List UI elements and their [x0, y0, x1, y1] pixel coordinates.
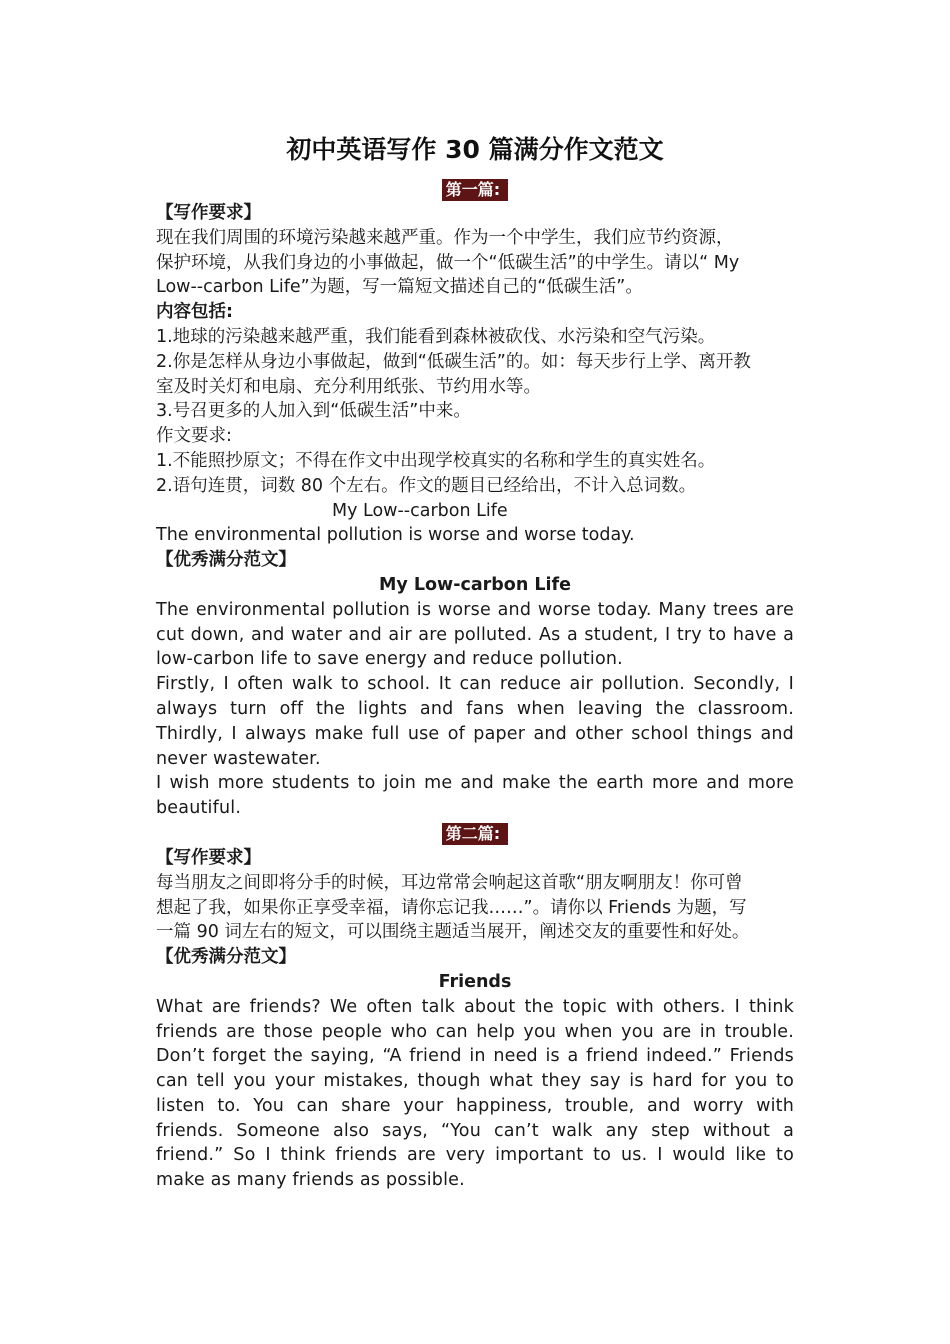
essay1-requirement-line: Low--carbon Life”为题，写一篇短文描述自己的“低碳生活”。 [156, 277, 643, 298]
essay2-sample-heading: 【优秀满分范文】 [156, 947, 296, 968]
essay1-paragraph: The environmental pollution is worse and worse today. Many trees are cut down, and water and air are polluted. As a student, I try to have a low-carbon life to save energy and reduce pollution. [156, 599, 794, 670]
essay1-given-title: My Low--carbon Life [332, 500, 508, 521]
essay2-badge: 第二篇: [442, 823, 508, 845]
essay2-requirement-line: 想起了我，如果你正享受幸福，请你忘记我……”。请你以 Friends 为题，写 [156, 897, 747, 918]
essay1-paragraph: I wish more students to join me and make the earth more and more beautiful. [156, 773, 794, 819]
essay1-requirement-heading: 【写作要求】 [156, 203, 261, 223]
essay1-badge-row [156, 176, 794, 201]
essay1-content-line: 3.号召更多的人加入到“低碳生活”中来。 [156, 401, 471, 422]
essay1-paragraph: Firstly, I often walk to school. It can reduce air pollution. Secondly, I always turn off the lights and fans when leaving the classroom. Thirdly, I always make full use of paper and other school things and never wastewater. [156, 674, 794, 769]
essay2-paragraph: What are friends? We often talk about the topic with others. I think friends are those people who can help you when you are in trouble. Don’t forget the saying, “A friend in need is a friend indeed.” Friends can tell you your mistakes, though what they say is hard for you to listen to. You can share your happiness, trouble, and worry with friends. Someone also says, “You can’t walk any step without a friend.” So I think friends are very important to us. I would like to make as many friends as possible. [156, 996, 794, 1191]
essay2-badge-row [156, 821, 794, 846]
essay1-content-heading: 内容包括: [156, 302, 233, 323]
essay1-given-opening: The environmental pollution is worse and worse today. [156, 525, 635, 546]
essay1-content-line: 室及时关灯和电扇、充分利用纸张、节约用水等。 [156, 376, 541, 397]
essay1-rules-heading: 作文要求: [156, 426, 232, 447]
essay1-requirement-line: 保护环境，从我们身边的小事做起，做一个“低碳生活”的中学生。请以“ My [156, 252, 740, 273]
essay1-content-line: 1.地球的污染越来越严重，我们能看到森林被砍伐、水污染和空气污染。 [156, 326, 716, 347]
essay1-rules-line: 1.不能照抄原文；不得在作文中出现学校真实的名称和学生的真实姓名。 [156, 450, 716, 471]
essay1-sample-heading: 【优秀满分范文】 [156, 550, 296, 571]
essay2-sample-title: Friends [438, 971, 512, 992]
essay1-badge: 第一篇: [442, 179, 508, 201]
essay2-requirement-line: 一篇 90 词左右的短文，可以围绕主题适当展开，阐述交友的重要性和好处。 [156, 922, 750, 943]
essay2-requirement-heading: 【写作要求】 [156, 847, 261, 868]
document-page [156, 130, 794, 1193]
essay1-rules-line: 2.语句连贯，词数 80 个左右。作文的题目已经给出，不计入总词数。 [156, 475, 697, 496]
essay2-requirement-line: 每当朋友之间即将分手的时候，耳边常常会响起这首歌“朋友啊朋友！你可曾 [156, 872, 743, 893]
essay1-requirement-line: 现在我们周围的环境污染越来越严重。作为一个中学生，我们应节约资源， [156, 227, 734, 248]
essay1-sample-title: My Low-carbon Life [378, 574, 572, 595]
essay1-content-line: 2.你是怎样从身边小事做起，做到“低碳生活”的。如：每天步行上学、离开教 [156, 351, 751, 372]
document-title: 初中英语写作 30 篇满分作文范文 [286, 135, 664, 164]
